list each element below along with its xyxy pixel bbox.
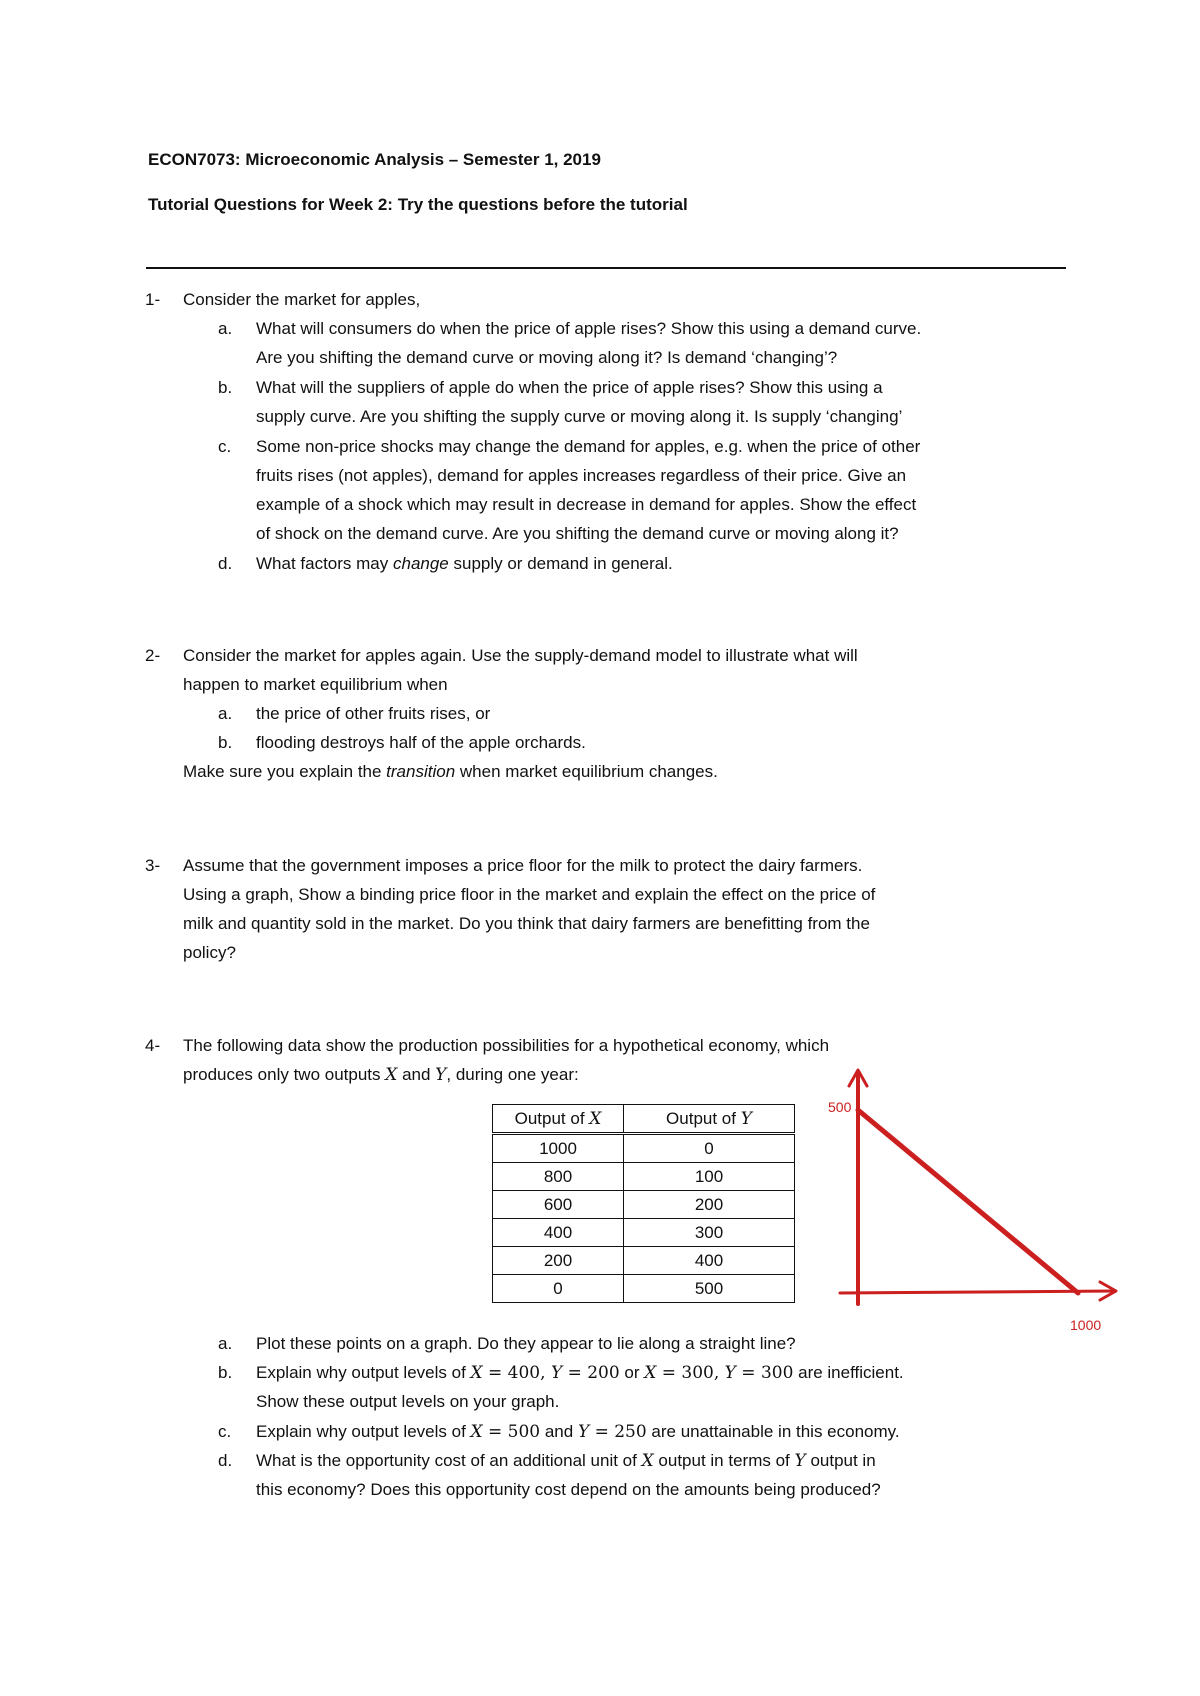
q4b-line2: Show these output levels on your graph. — [256, 1392, 560, 1411]
q2-number: 2- — [145, 646, 161, 665]
col-y-var: Y — [740, 1108, 752, 1129]
q4c-m2: = 500 — [482, 1422, 541, 1442]
q4a-label: a. — [218, 1334, 233, 1353]
q3-line2: Using a graph, Show a binding price floor in the market and explain the effect on the price of — [183, 885, 876, 904]
ppf-line — [858, 1110, 1078, 1293]
cell-y: 400 — [624, 1247, 795, 1275]
table-row — [493, 1275, 795, 1303]
q4b-or: or — [619, 1363, 645, 1382]
q1-number: 1- — [145, 290, 161, 309]
cell-y: 300 — [624, 1219, 795, 1247]
y-intercept-label: 500 — [828, 1099, 852, 1115]
table-row — [493, 1191, 795, 1219]
q2-closing — [183, 761, 718, 783]
q4d-line2: this economy? Does this opportunity cost depend on the amounts being produced? — [256, 1480, 881, 1499]
q4b-post: are inefficient. — [793, 1363, 904, 1382]
q1b-line2: supply curve. Are you shifting the supply curve or moving along it. Is supply ‘changing’ — [256, 407, 903, 426]
q4b-m4: = 200 — [562, 1363, 620, 1383]
q4b-m5: X — [644, 1363, 657, 1383]
q4d-line1 — [256, 1450, 876, 1472]
q3-line3: milk and quantity sold in the market. Do you think that dairy farmers are benefitting from the — [183, 914, 870, 933]
cell-x: 0 — [493, 1275, 624, 1303]
q4-var-x: X — [385, 1065, 398, 1085]
q4d-mid: output in terms of — [653, 1451, 795, 1470]
q4c-pre: Explain why output levels of — [256, 1422, 471, 1441]
q4a-text: Plot these points on a graph. Do they appear to lie along a straight line? — [256, 1334, 796, 1353]
q1d-pre: What factors may — [256, 554, 393, 573]
production-possibilities-table — [492, 1104, 795, 1303]
q2-closing-post: when market equilibrium changes. — [455, 762, 718, 781]
q1d-emphasis: change — [392, 554, 449, 573]
q4b-label: b. — [218, 1363, 233, 1382]
q4d-post: output in — [805, 1451, 876, 1470]
q1a-line2: Are you shifting the demand curve or moving along it? Is demand ‘changing’? — [256, 348, 838, 367]
q2b-text: flooding destroys half of the apple orchards. — [256, 733, 586, 752]
q4-line2-mid: and — [397, 1065, 436, 1084]
q2a-label: a. — [218, 704, 233, 723]
table-row — [493, 1163, 795, 1191]
document-subtitle: Tutorial Questions for Week 2: Try the questions before the tutorial — [148, 195, 688, 214]
q4b-m1: X — [470, 1363, 483, 1383]
table-header-row — [493, 1105, 795, 1134]
header-divider — [146, 267, 1066, 269]
cell-x: 800 — [493, 1163, 624, 1191]
q1d-post: supply or demand in general. — [448, 554, 673, 573]
q4d-pre: What is the opportunity cost of an additional unit of — [256, 1451, 642, 1470]
q3-line1: Assume that the government imposes a price floor for the milk to protect the dairy farmers. — [183, 856, 863, 875]
cell-y: 200 — [624, 1191, 795, 1219]
col-y-pre: Output of — [666, 1108, 741, 1128]
q4b-m8: = 300 — [735, 1363, 794, 1383]
col-x-var: X — [589, 1108, 602, 1129]
q4c-label: c. — [218, 1422, 232, 1441]
q2-line1: Consider the market for apples again. Use the supply-demand model to illustrate what will — [183, 646, 858, 665]
q4b-m3: Y — [550, 1363, 563, 1383]
q1d-line — [256, 553, 673, 575]
q4d-label: d. — [218, 1451, 233, 1470]
q1c-line2: fruits rises (not apples), demand for apples increases regardless of their price. Give an — [256, 466, 907, 485]
q3-line4: policy? — [183, 943, 236, 962]
q4c-line — [256, 1421, 900, 1443]
q4-number: 4- — [145, 1036, 161, 1055]
q1d-label: d. — [218, 554, 233, 573]
cell-y: 0 — [624, 1134, 795, 1163]
q4d-m2: Y — [794, 1451, 806, 1471]
table-row — [493, 1134, 795, 1163]
cell-x: 600 — [493, 1191, 624, 1219]
q2a-text: the price of other fruits rises, or — [256, 704, 491, 723]
ppf-hand-drawn-graph — [820, 1060, 1140, 1340]
q2-closing-pre: Make sure you explain the — [183, 762, 387, 781]
q4b-pre: Explain why output levels of — [256, 1363, 471, 1382]
q2-closing-emphasis: transition — [386, 762, 456, 781]
q1a-line1: What will consumers do when the price of apple rises? Show this using a demand curve. — [256, 319, 922, 338]
q4b-m7: Y — [724, 1363, 736, 1383]
q2b-label: b. — [218, 733, 233, 752]
q4b-m6: = 300, — [656, 1363, 725, 1383]
q4-line2 — [183, 1064, 579, 1086]
q4-line1: The following data show the production possibilities for a hypothetical economy, which — [183, 1036, 830, 1055]
q1c-line1: Some non-price shocks may change the demand for apples, e.g. when the price of other — [256, 437, 921, 456]
q4c-m4: = 250 — [589, 1422, 647, 1442]
q4b-m2: = 400, — [482, 1363, 551, 1383]
x-intercept-label: 1000 — [1070, 1317, 1102, 1333]
q4c-m3: Y — [577, 1422, 590, 1442]
q1c-line3: example of a shock which may result in decrease in demand for apples. Show the effect — [256, 495, 917, 514]
q4b-line1 — [256, 1362, 904, 1384]
col-x-pre: Output of — [514, 1108, 590, 1128]
q4c-and: and — [540, 1422, 578, 1441]
col-header-output-x — [493, 1105, 624, 1134]
q4-var-y: Y — [435, 1065, 447, 1085]
q3-number: 3- — [145, 856, 161, 875]
q2-line2: happen to market equilibrium when — [183, 675, 448, 694]
cell-x: 400 — [493, 1219, 624, 1247]
q1a-label: a. — [218, 319, 233, 338]
q1b-line1: What will the suppliers of apple do when the price of apple rises? Show this using a — [256, 378, 883, 397]
q1-text: Consider the market for apples, — [183, 290, 421, 309]
q4d-m1: X — [641, 1451, 654, 1471]
q1c-label: c. — [218, 437, 232, 456]
cell-y: 500 — [624, 1275, 795, 1303]
col-header-output-y — [624, 1105, 795, 1134]
q4-line2-post: , during one year: — [446, 1065, 579, 1084]
cell-x: 1000 — [493, 1134, 624, 1163]
q4-line2-pre: produces only two outputs — [183, 1065, 386, 1084]
cell-y: 100 — [624, 1163, 795, 1191]
cell-x: 200 — [493, 1247, 624, 1275]
q1b-label: b. — [218, 378, 233, 397]
document-title: ECON7073: Microeconomic Analysis – Semester 1, 2019 — [148, 150, 601, 169]
table-row — [493, 1247, 795, 1275]
table-row — [493, 1219, 795, 1247]
q4c-post: are unattainable in this economy. — [646, 1422, 900, 1441]
q4c-m1: X — [470, 1422, 483, 1442]
q1c-line4: of shock on the demand curve. Are you shifting the demand curve or moving along it? — [256, 524, 899, 543]
